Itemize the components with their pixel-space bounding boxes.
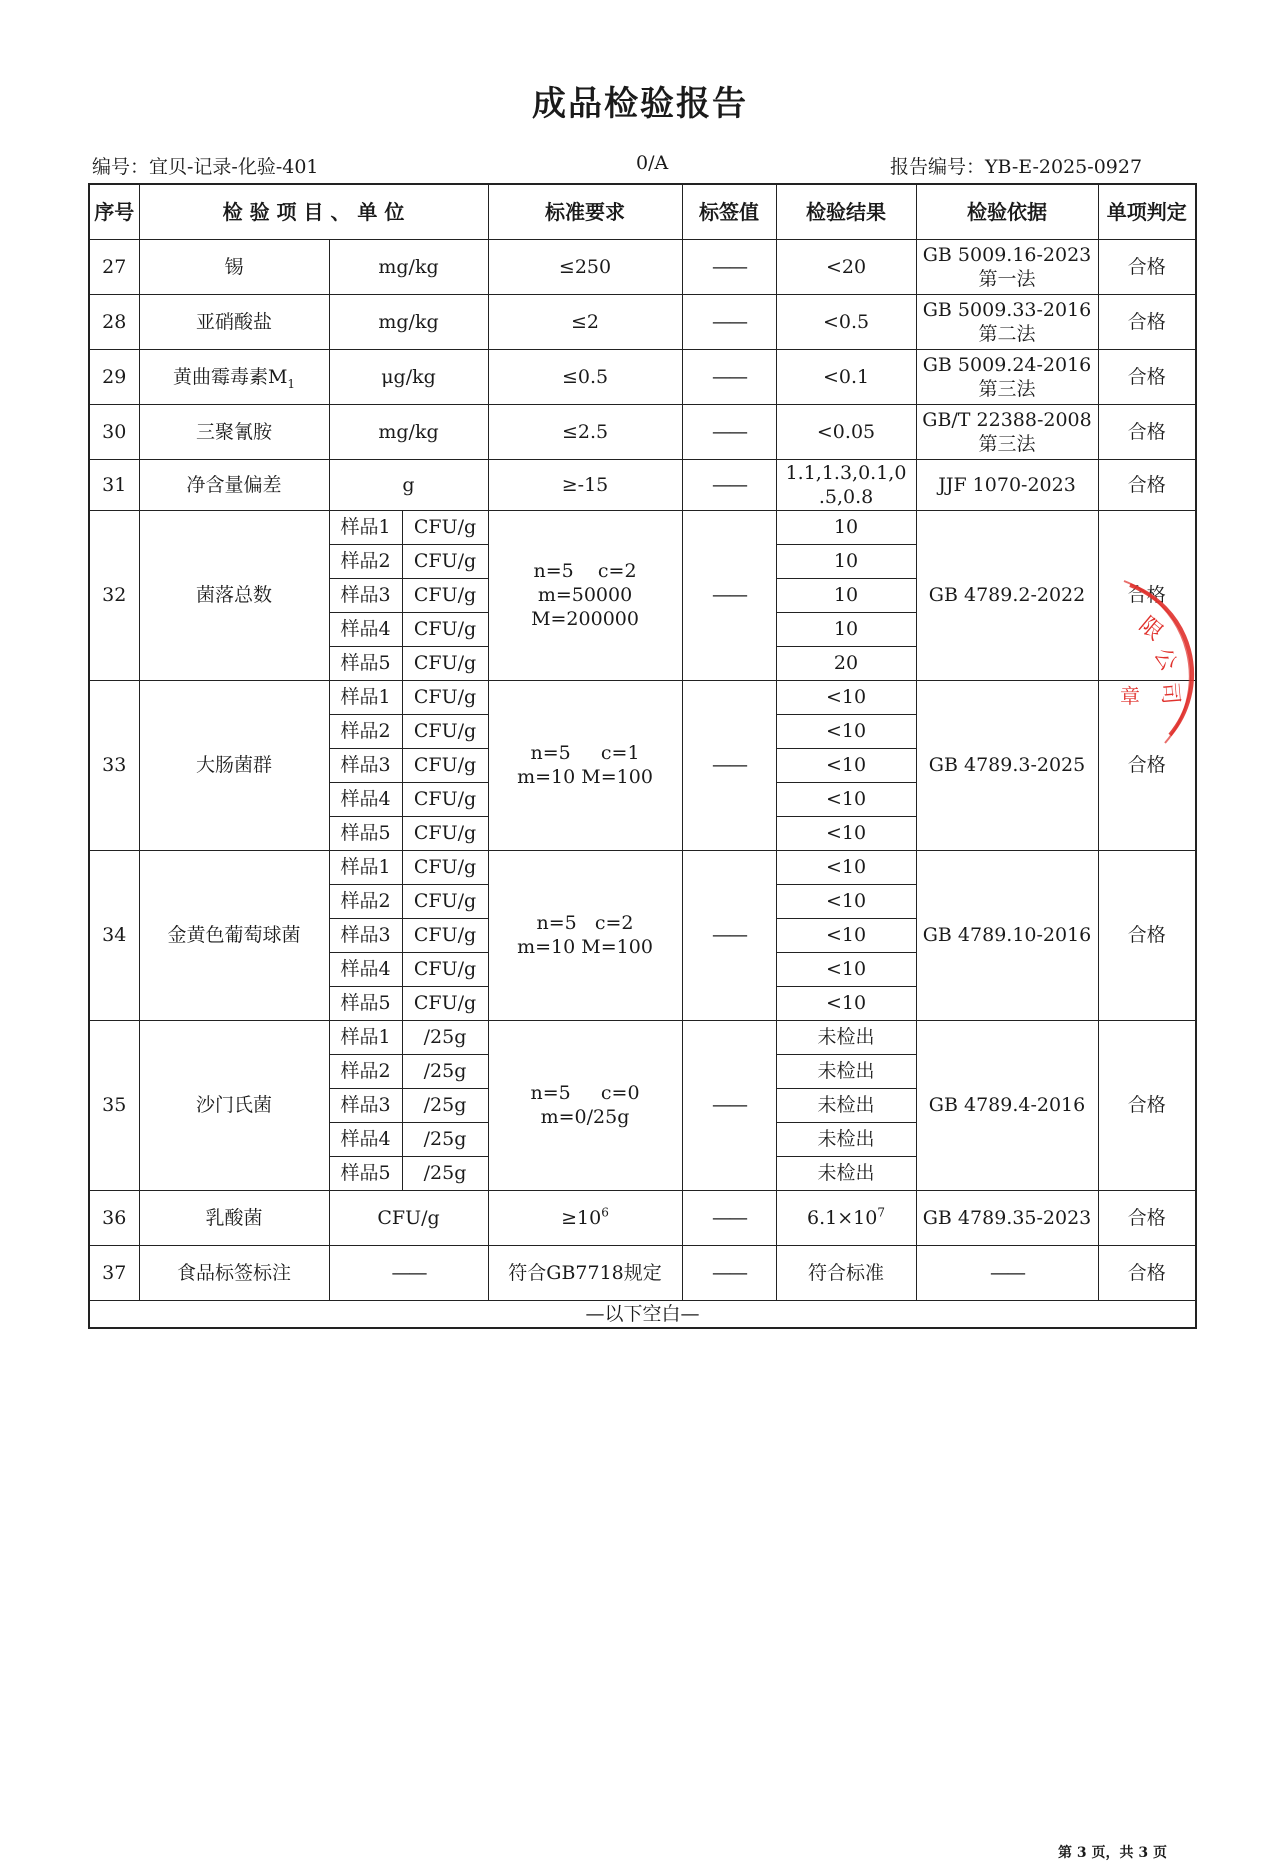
result-line: 1.1,1.3,0.1,0	[785, 461, 907, 484]
result-cell: <10	[776, 748, 916, 782]
unit-cell: mg/kg	[329, 404, 488, 459]
sample-name-cell: 样品5	[329, 1156, 402, 1190]
sample-name-cell: 样品3	[329, 578, 402, 612]
basis-line: GB 5009.16-2023	[922, 243, 1092, 266]
result-cell: <20	[776, 239, 916, 294]
standard-cell	[488, 1190, 682, 1245]
sample-name-cell: 样品1	[329, 510, 402, 544]
item-text: 黄曲霉毒素M	[172, 365, 288, 388]
result-cell: <0.05	[776, 404, 916, 459]
standard-cell: ≤2.5	[488, 404, 682, 459]
unit-cell: CFU/g	[329, 1190, 488, 1245]
result-cell: <10	[776, 816, 916, 850]
sample-unit-cell: CFU/g	[402, 544, 488, 578]
table-row	[89, 850, 1196, 884]
result-exponent: 7	[877, 1205, 885, 1220]
result-cell: <0.5	[776, 294, 916, 349]
standard-cell: 符合GB7718规定	[488, 1245, 682, 1300]
standard-cell: ≤250	[488, 239, 682, 294]
item-cell: 锡	[139, 239, 329, 294]
unit-cell: g	[329, 459, 488, 510]
basis-cell	[916, 294, 1098, 349]
judge-cell: 合格	[1098, 1190, 1196, 1245]
result-cell: <10	[776, 986, 916, 1020]
sample-name-cell: 样品5	[329, 646, 402, 680]
svg-text:章: 章	[1120, 684, 1140, 708]
basis-cell: GB 4789.2-2022	[916, 510, 1098, 680]
basis-cell: GB 4789.35-2023	[916, 1190, 1098, 1245]
item-cell: 亚硝酸盐	[139, 294, 329, 349]
item-cell: 菌落总数	[139, 510, 329, 680]
standard-cell	[488, 680, 682, 850]
result-cell: <10	[776, 884, 916, 918]
sample-unit-cell: CFU/g	[402, 646, 488, 680]
unit-cell: mg/kg	[329, 294, 488, 349]
sample-name-cell: 样品5	[329, 986, 402, 1020]
sample-name-cell: 样品2	[329, 1054, 402, 1088]
judge-cell: 合格	[1098, 404, 1196, 459]
result-cell: 未检出	[776, 1088, 916, 1122]
label-cell: ——	[682, 404, 776, 459]
standard-exponent: 6	[601, 1205, 609, 1220]
label-cell: ——	[682, 459, 776, 510]
basis-cell: ——	[916, 1245, 1098, 1300]
judge-cell: 合格	[1098, 680, 1196, 850]
sample-unit-cell: CFU/g	[402, 782, 488, 816]
table-row	[89, 1245, 1196, 1300]
sample-unit-cell: /25g	[402, 1088, 488, 1122]
standard-cell	[488, 1020, 682, 1190]
standard-line: m=10 M=100	[517, 766, 653, 788]
item-cell: 三聚氰胺	[139, 404, 329, 459]
result-cell: 10	[776, 612, 916, 646]
table-row	[89, 680, 1196, 714]
sample-unit-cell: /25g	[402, 1054, 488, 1088]
page-number: 第 3 页，共 3 页	[1058, 1845, 1167, 1861]
unit-cell: μg/kg	[329, 349, 488, 404]
seq-cell: 28	[89, 294, 139, 349]
table-row	[89, 239, 1196, 294]
sample-name-cell: 样品1	[329, 850, 402, 884]
table-row	[89, 294, 1196, 349]
standard-line: n=5 c=2	[536, 912, 634, 934]
standard-line: n=5 c=2	[533, 560, 637, 582]
judge-cell: 合格	[1098, 349, 1196, 404]
table-row	[89, 404, 1196, 459]
basis-line: 第三法	[978, 432, 1036, 455]
sample-name-cell: 样品2	[329, 884, 402, 918]
version: 0/A	[636, 152, 669, 174]
sample-name-cell: 样品2	[329, 714, 402, 748]
label-cell: ——	[682, 680, 776, 850]
standard-line: m=50000 M=200000	[531, 584, 639, 630]
standard-line: m=10 M=100	[517, 936, 653, 958]
svg-text:公: 公	[1148, 644, 1182, 676]
result-cell	[776, 1190, 916, 1245]
result-cell: <10	[776, 952, 916, 986]
table-row	[89, 1190, 1196, 1245]
label-cell: ——	[682, 1245, 776, 1300]
inspection-table	[88, 183, 1197, 1329]
sample-unit-cell: CFU/g	[402, 986, 488, 1020]
item-cell: 净含量偏差	[139, 459, 329, 510]
result-cell: 10	[776, 578, 916, 612]
result-cell: 未检出	[776, 1020, 916, 1054]
col-judgement: 单项判定	[1098, 184, 1196, 239]
result-cell: <10	[776, 714, 916, 748]
table-row	[89, 349, 1196, 404]
unit-cell: ——	[329, 1245, 488, 1300]
col-standard: 标准要求	[488, 184, 682, 239]
item-cell: 大肠菌群	[139, 680, 329, 850]
seq-cell: 30	[89, 404, 139, 459]
standard-base: ≥10	[561, 1206, 602, 1229]
label-cell: ——	[682, 349, 776, 404]
result-base: 6.1×10	[807, 1206, 878, 1229]
item-cell: 沙门氏菌	[139, 1020, 329, 1190]
sample-unit-cell: CFU/g	[402, 918, 488, 952]
result-cell: 10	[776, 544, 916, 578]
basis-line: GB/T 22388-2008	[922, 408, 1092, 431]
item-cell	[139, 349, 329, 404]
basis-line: GB 5009.24-2016	[922, 353, 1092, 376]
table-row	[89, 1020, 1196, 1054]
sample-name-cell: 样品2	[329, 544, 402, 578]
seq-cell: 34	[89, 850, 139, 1020]
seq-cell: 32	[89, 510, 139, 680]
judge-cell: 合格	[1098, 459, 1196, 510]
sample-unit-cell: /25g	[402, 1156, 488, 1190]
svg-text:司: 司	[1156, 681, 1183, 706]
sample-unit-cell: CFU/g	[402, 510, 488, 544]
sample-unit-cell: CFU/g	[402, 748, 488, 782]
sample-unit-cell: /25g	[402, 1020, 488, 1054]
basis-cell: JJF 1070-2023	[916, 459, 1098, 510]
judge-cell: 合格	[1098, 239, 1196, 294]
standard-line: n=5 c=1	[530, 742, 640, 764]
seq-cell: 31	[89, 459, 139, 510]
label-cell: ——	[682, 850, 776, 1020]
sample-unit-cell: CFU/g	[402, 816, 488, 850]
sample-name-cell: 样品3	[329, 1088, 402, 1122]
result-cell: 20	[776, 646, 916, 680]
standard-line: n=5 c=0	[530, 1082, 640, 1104]
svg-text:限: 限	[1134, 612, 1168, 646]
unit-cell: mg/kg	[329, 239, 488, 294]
col-item-unit: 检 验 项 目 、 单 位	[139, 184, 488, 239]
label-cell: ——	[682, 510, 776, 680]
sample-name-cell: 样品4	[329, 612, 402, 646]
basis-cell: GB 4789.3-2025	[916, 680, 1098, 850]
table-row	[89, 510, 1196, 544]
result-cell: 未检出	[776, 1122, 916, 1156]
report-number: 报告编号：YB-E-2025-0927	[890, 156, 1143, 178]
item-cell: 食品标签标注	[139, 1245, 329, 1300]
seq-cell: 27	[89, 239, 139, 294]
standard-cell	[488, 850, 682, 1020]
basis-cell: GB 4789.10-2016	[916, 850, 1098, 1020]
sample-name-cell: 样品4	[329, 782, 402, 816]
sample-name-cell: 样品1	[329, 1020, 402, 1054]
result-cell: <10	[776, 782, 916, 816]
sample-unit-cell: CFU/g	[402, 612, 488, 646]
judge-cell: 合格	[1098, 1245, 1196, 1300]
report-title: 成品检验报告	[532, 84, 748, 124]
col-basis: 检验依据	[916, 184, 1098, 239]
item-cell: 金黄色葡萄球菌	[139, 850, 329, 1020]
table-row	[89, 459, 1196, 510]
standard-line: m=0/25g	[540, 1106, 630, 1128]
result-cell: <10	[776, 918, 916, 952]
sample-unit-cell: CFU/g	[402, 578, 488, 612]
basis-cell	[916, 349, 1098, 404]
blank-below-note: —以下空白—	[89, 1300, 1196, 1328]
sample-name-cell: 样品4	[329, 1122, 402, 1156]
standard-cell	[488, 510, 682, 680]
sample-unit-cell: CFU/g	[402, 850, 488, 884]
record-number: 编号：宜贝-记录-化验-401	[92, 156, 319, 178]
item-cell: 乳酸菌	[139, 1190, 329, 1245]
seq-cell: 33	[89, 680, 139, 850]
result-cell: <10	[776, 680, 916, 714]
judge-cell: 合格	[1098, 294, 1196, 349]
sample-name-cell: 样品1	[329, 680, 402, 714]
result-cell: 符合标准	[776, 1245, 916, 1300]
label-cell: ——	[682, 1190, 776, 1245]
sample-unit-cell: CFU/g	[402, 884, 488, 918]
item-subscript: 1	[287, 376, 296, 391]
standard-cell: ≤2	[488, 294, 682, 349]
basis-line: GB 5009.33-2016	[922, 298, 1092, 321]
col-result: 检验结果	[776, 184, 916, 239]
sample-name-cell: 样品3	[329, 748, 402, 782]
col-seq: 序号	[89, 184, 139, 239]
judge-cell: 合格	[1098, 1020, 1196, 1190]
seq-cell: 37	[89, 1245, 139, 1300]
seq-cell: 36	[89, 1190, 139, 1245]
sample-unit-cell: CFU/g	[402, 952, 488, 986]
sample-unit-cell: /25g	[402, 1122, 488, 1156]
result-line: .5,0.8	[818, 485, 874, 508]
label-cell: ——	[682, 294, 776, 349]
sample-unit-cell: CFU/g	[402, 680, 488, 714]
result-cell: 未检出	[776, 1054, 916, 1088]
seq-cell: 29	[89, 349, 139, 404]
result-cell: <0.1	[776, 349, 916, 404]
result-cell	[776, 459, 916, 510]
label-cell: ——	[682, 239, 776, 294]
basis-cell	[916, 404, 1098, 459]
label-cell: ——	[682, 1020, 776, 1190]
sample-name-cell: 样品3	[329, 918, 402, 952]
result-cell: 未检出	[776, 1156, 916, 1190]
result-cell: 10	[776, 510, 916, 544]
basis-cell: GB 4789.4-2016	[916, 1020, 1098, 1190]
seq-cell: 35	[89, 1020, 139, 1190]
judge-cell: 合格	[1098, 850, 1196, 1020]
basis-line: 第二法	[978, 322, 1036, 345]
standard-cell: ≤0.5	[488, 349, 682, 404]
sample-name-cell: 样品4	[329, 952, 402, 986]
standard-cell: ≥-15	[488, 459, 682, 510]
header-row	[89, 184, 1196, 239]
basis-line: 第三法	[978, 377, 1036, 400]
basis-line: 第一法	[978, 267, 1036, 290]
result-cell: <10	[776, 850, 916, 884]
sample-unit-cell: CFU/g	[402, 714, 488, 748]
judge-cell: 合格	[1098, 510, 1196, 680]
footer-row	[89, 1300, 1196, 1328]
col-label-value: 标签值	[682, 184, 776, 239]
sample-name-cell: 样品5	[329, 816, 402, 850]
basis-cell	[916, 239, 1098, 294]
